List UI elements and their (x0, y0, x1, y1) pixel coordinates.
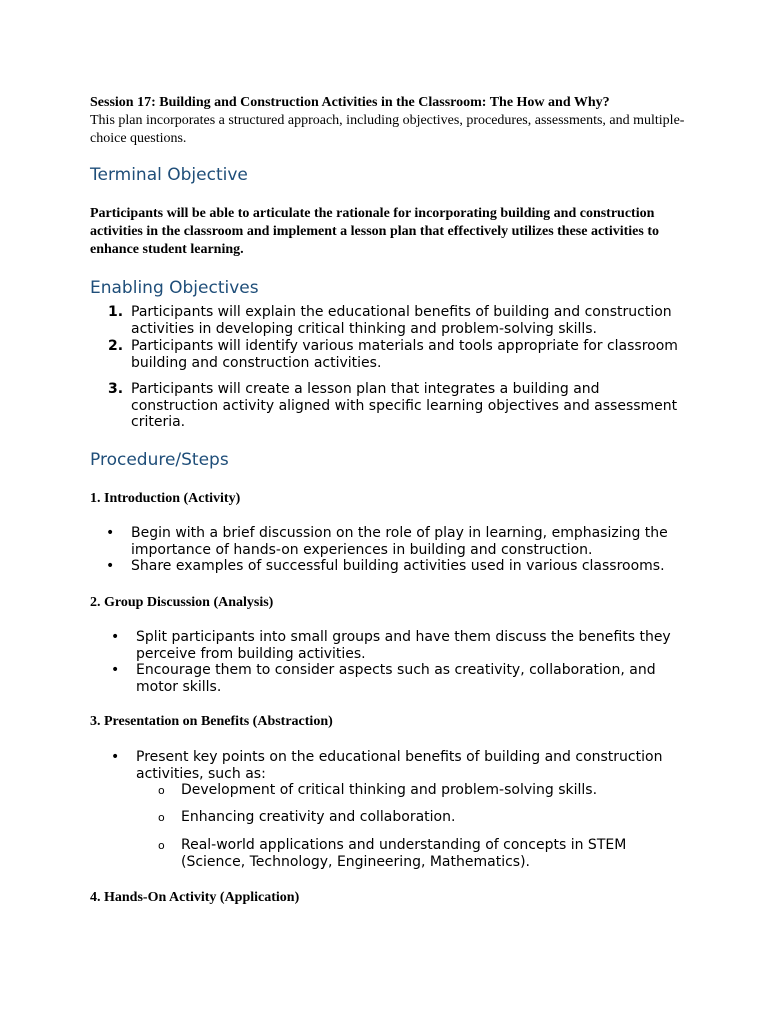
bullet-icon: • (111, 749, 120, 765)
document-intro: This plan incorporates a structured approach, including objectives, procedures, assessments, and multiple-choice questions. (90, 113, 685, 146)
procedure-heading: Procedure/Steps (90, 450, 229, 470)
step-title: 1. Introduction (Activity) (90, 491, 241, 506)
list-number: 3. (108, 381, 124, 397)
bullet-icon: • (106, 525, 115, 541)
sub-bullet-icon: o (158, 839, 165, 852)
list-number: 2. (108, 338, 124, 354)
terminal-objective-text: Participants will be able to articulate the rationale for incorporating building and construction activities in the classroom and implement a lesson plan that effectively utilizes these activities to enhance student learning. (90, 206, 659, 257)
enabling-objectives-heading: Enabling Objectives (90, 278, 259, 298)
sub-list-item-text: Real-world applications and understanding of concepts in STEM (Science, Technology, Engineering, Mathematics). (181, 837, 627, 870)
step-title: 2. Group Discussion (Analysis) (90, 595, 274, 610)
step-title: 4. Hands-On Activity (Application) (90, 890, 300, 905)
sub-bullet-icon: o (158, 784, 165, 797)
list-item-text: Participants will create a lesson plan that integrates a building and construction activity aligned with specific learning objectives and assessment criteria. (131, 381, 678, 431)
list-item-text: Split participants into small groups and have them discuss the benefits they perceive from building activities. (136, 629, 671, 662)
sub-list-item-text: Development of critical thinking and problem-solving skills. (181, 782, 598, 798)
list-item-text: Present key points on the educational benefits of building and construction activities, such as: (136, 749, 663, 782)
list-item-text: Begin with a brief discussion on the role of play in learning, emphasizing the importance of hands-on experiences in building and construction. (131, 525, 668, 558)
list-number: 1. (108, 304, 124, 320)
bullet-icon: • (111, 629, 120, 645)
step-title: 3. Presentation on Benefits (Abstraction) (90, 714, 333, 729)
list-item-text: Participants will explain the educational benefits of building and construction activities in developing critical thinking and problem-solving skills. (131, 304, 672, 337)
terminal-objective-heading: Terminal Objective (90, 165, 248, 185)
sub-list-item-text: Enhancing creativity and collaboration. (181, 809, 456, 825)
sub-bullet-icon: o (158, 811, 165, 824)
document-title: Session 17: Building and Construction Activities in the Classroom: The How and Why? (90, 95, 610, 110)
bullet-icon: • (106, 558, 115, 574)
bullet-icon: • (111, 662, 120, 678)
list-item-text: Participants will identify various materials and tools appropriate for classroom building and construction activities. (131, 338, 678, 371)
list-item-text: Share examples of successful building activities used in various classrooms. (131, 558, 665, 574)
list-item-text: Encourage them to consider aspects such as creativity, collaboration, and motor skills. (136, 662, 656, 695)
